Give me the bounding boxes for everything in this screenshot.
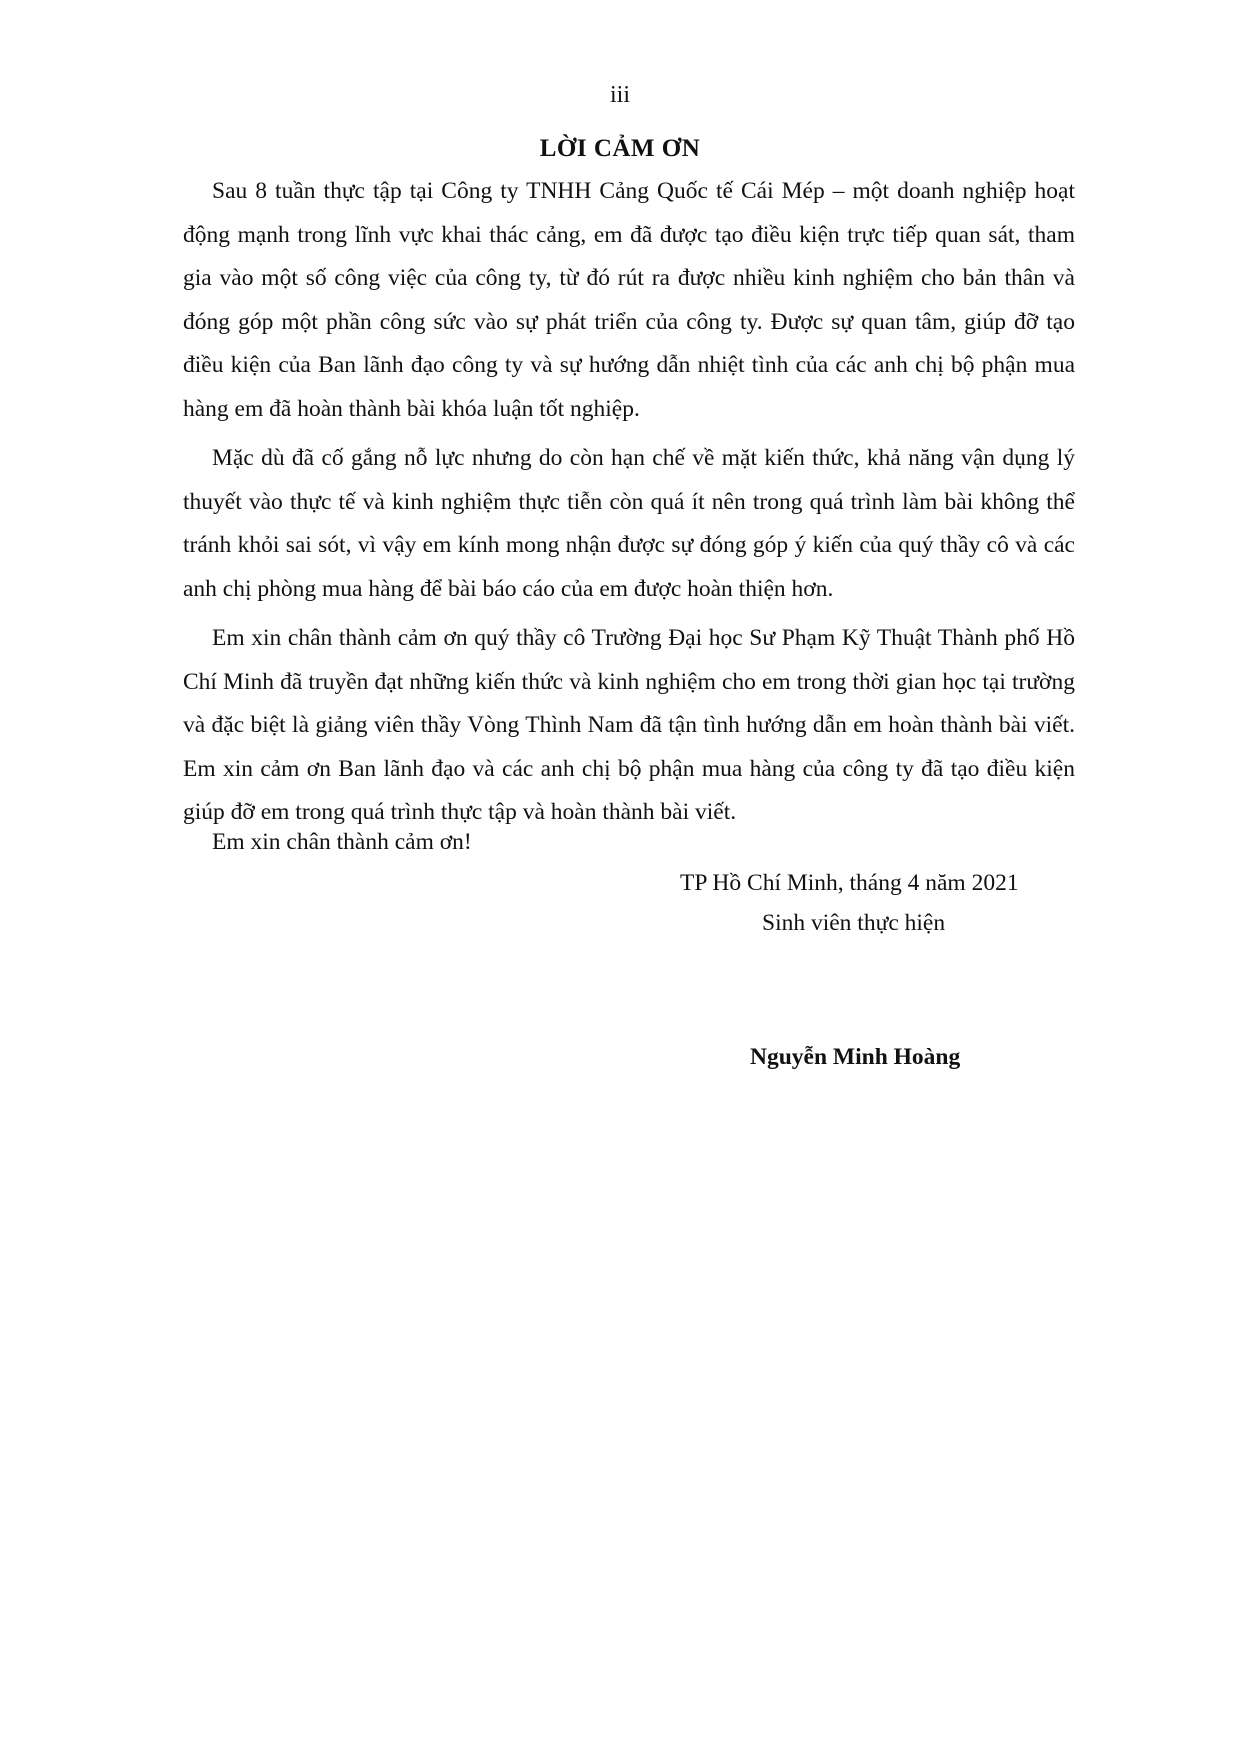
paragraph-thanks: Em xin chân thành cảm ơn quý thầy cô Trường Đại học Sư Phạm Kỹ Thuật Thành phố Hồ Chí Minh đã truyền đạt những kiến thức và kinh nghiệm cho em trong thời gian học tại trường và đặc biệt là giảng viên thầy Vòng Thình Nam đã tận tình hướng dẫn em hoàn thành bài viết. Em xin cảm ơn Ban lãnh đạo và các anh chị bộ phận mua hàng của công ty đã tạo điều kiện giúp đỡ em trong quá trình thực tập và hoàn thành bài viết. [183, 625, 1075, 825]
signer-name: Nguyễn Minh Hoàng [750, 1044, 961, 1070]
body-text [183, 170, 1075, 841]
page-title: LỜI CẢM ƠN [539, 135, 701, 162]
paragraph-limitations: Mặc dù đã cố gắng nỗ lực nhưng do còn hạn chế về mặt kiến thức, khả năng vận dụng lý thuyết vào thực tế và kinh nghiệm thực tiễn còn quá ít nên trong quá trình làm bài không thể tránh khỏi sai sót, vì vậy em kính mong nhận được sự đóng góp ý kiến của quý thầy cô và các anh chị phòng mua hàng để bài báo cáo của em được hoàn thiện hơn. [183, 445, 1075, 602]
closing-line: Em xin chân thành cảm ơn! [212, 829, 472, 855]
place-date: TP Hồ Chí Minh, tháng 4 năm 2021 [680, 870, 1019, 896]
paragraph-internship: Sau 8 tuần thực tập tại Công ty TNHH Cảng Quốc tế Cái Mép – một doanh nghiệp hoạt động mạnh trong lĩnh vực khai thác cảng, em đã được tạo điều kiện trực tiếp quan sát, tham gia vào một số công việc của công ty, từ đó rút ra được nhiều kinh nghiệm cho bản thân và đóng góp một phần công sức vào sự phát triển của công ty. Được sự quan tâm, giúp đỡ tạo điều kiện của Ban lãnh đạo công ty và sự hướng dẫn nhiệt tình của các anh chị bộ phận mua hàng em đã hoàn thành bài khóa luận tốt nghiệp. [183, 178, 1075, 422]
page-number: iii [609, 82, 630, 108]
signer-role: Sinh viên thực hiện [762, 910, 946, 936]
